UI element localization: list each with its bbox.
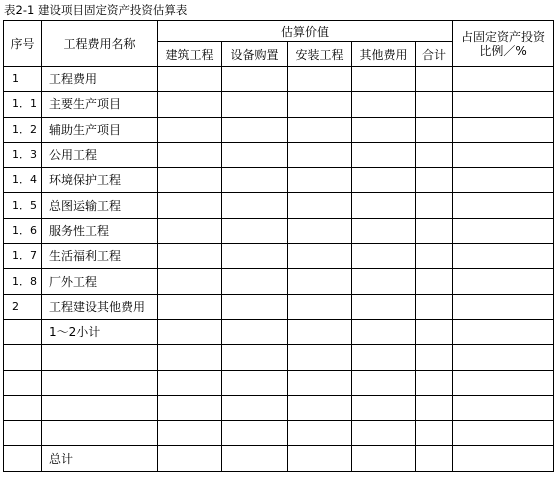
- value-cell: [222, 421, 288, 446]
- value-cell: [416, 193, 453, 218]
- row-number: 1．5: [4, 193, 42, 218]
- row-number: 1．6: [4, 218, 42, 243]
- value-cell: [352, 446, 416, 471]
- value-cell: [288, 193, 352, 218]
- row-name: [42, 370, 158, 395]
- value-cell: [416, 67, 453, 92]
- row-name: 环境保护工程: [42, 168, 158, 193]
- value-cell: [453, 319, 554, 344]
- value-cell: [288, 395, 352, 420]
- value-cell: [453, 193, 554, 218]
- header-other-costs: 其他费用: [352, 42, 416, 67]
- row-name: 辅助生产项目: [42, 117, 158, 142]
- row-number: [4, 345, 42, 370]
- value-cell: [158, 117, 222, 142]
- row-number: 1．7: [4, 244, 42, 269]
- value-cell: [352, 218, 416, 243]
- value-cell: [158, 269, 222, 294]
- value-cell: [453, 117, 554, 142]
- header-name: 工程费用名称: [42, 21, 158, 67]
- row-name: 公用工程: [42, 142, 158, 167]
- value-cell: [352, 92, 416, 117]
- value-cell: [158, 345, 222, 370]
- header-construction: 建筑工程: [158, 42, 222, 67]
- value-cell: [352, 269, 416, 294]
- value-cell: [416, 370, 453, 395]
- table-row: [4, 142, 554, 167]
- value-cell: [158, 421, 222, 446]
- value-cell: [222, 345, 288, 370]
- value-cell: [352, 294, 416, 319]
- value-cell: [158, 142, 222, 167]
- value-cell: [288, 67, 352, 92]
- value-cell: [453, 345, 554, 370]
- value-cell: [416, 294, 453, 319]
- row-number: [4, 319, 42, 344]
- value-cell: [288, 92, 352, 117]
- value-cell: [288, 269, 352, 294]
- table-row: [4, 421, 554, 446]
- value-cell: [453, 421, 554, 446]
- table-row: [4, 294, 554, 319]
- value-cell: [453, 168, 554, 193]
- value-cell: [352, 142, 416, 167]
- header-seq: 序号: [4, 21, 42, 67]
- value-cell: [288, 345, 352, 370]
- value-cell: [352, 168, 416, 193]
- value-cell: [416, 446, 453, 471]
- value-cell: [158, 370, 222, 395]
- value-cell: [158, 244, 222, 269]
- value-cell: [352, 370, 416, 395]
- header-ratio: 占固定资产投资比例／%: [453, 21, 554, 67]
- value-cell: [416, 319, 453, 344]
- value-cell: [222, 370, 288, 395]
- row-number: 1．2: [4, 117, 42, 142]
- row-name: [42, 395, 158, 420]
- value-cell: [158, 67, 222, 92]
- value-cell: [416, 244, 453, 269]
- value-cell: [288, 117, 352, 142]
- value-cell: [352, 319, 416, 344]
- table-row: [4, 319, 554, 344]
- value-cell: [352, 395, 416, 420]
- value-cell: [453, 92, 554, 117]
- value-cell: [222, 117, 288, 142]
- value-cell: [416, 168, 453, 193]
- value-cell: [288, 421, 352, 446]
- value-cell: [453, 446, 554, 471]
- table-row: [4, 218, 554, 243]
- table-row: [4, 370, 554, 395]
- value-cell: [222, 269, 288, 294]
- header-total: 合计: [416, 42, 453, 67]
- row-number: [4, 395, 42, 420]
- value-cell: [222, 67, 288, 92]
- value-cell: [158, 218, 222, 243]
- header-equipment: 设备购置: [222, 42, 288, 67]
- value-cell: [453, 142, 554, 167]
- row-name: 总计: [42, 446, 158, 471]
- value-cell: [416, 345, 453, 370]
- value-cell: [288, 244, 352, 269]
- value-cell: [222, 294, 288, 319]
- value-cell: [158, 92, 222, 117]
- row-number: [4, 370, 42, 395]
- value-cell: [288, 218, 352, 243]
- row-name: 工程建设其他费用: [42, 294, 158, 319]
- value-cell: [416, 421, 453, 446]
- row-name: 工程费用: [42, 67, 158, 92]
- value-cell: [158, 319, 222, 344]
- row-number: 2: [4, 294, 42, 319]
- value-cell: [222, 395, 288, 420]
- value-cell: [352, 345, 416, 370]
- row-name: 主要生产项目: [42, 92, 158, 117]
- value-cell: [288, 168, 352, 193]
- value-cell: [352, 244, 416, 269]
- row-name: [42, 345, 158, 370]
- value-cell: [288, 446, 352, 471]
- value-cell: [288, 294, 352, 319]
- value-cell: [158, 446, 222, 471]
- row-name: 厂外工程: [42, 269, 158, 294]
- table-row: [4, 244, 554, 269]
- value-cell: [416, 142, 453, 167]
- value-cell: [453, 269, 554, 294]
- value-cell: [222, 168, 288, 193]
- value-cell: [222, 446, 288, 471]
- investment-estimate-table: [3, 20, 554, 472]
- table-row: [4, 269, 554, 294]
- table-row: [4, 446, 554, 471]
- table-row: [4, 395, 554, 420]
- value-cell: [416, 395, 453, 420]
- value-cell: [352, 67, 416, 92]
- table-row: [4, 117, 554, 142]
- row-number: 1．8: [4, 269, 42, 294]
- value-cell: [288, 319, 352, 344]
- row-number: 1．3: [4, 142, 42, 167]
- value-cell: [222, 244, 288, 269]
- row-name: 服务性工程: [42, 218, 158, 243]
- value-cell: [222, 193, 288, 218]
- value-cell: [222, 92, 288, 117]
- value-cell: [416, 269, 453, 294]
- row-number: 1．4: [4, 168, 42, 193]
- value-cell: [352, 193, 416, 218]
- value-cell: [222, 218, 288, 243]
- table-row: [4, 168, 554, 193]
- value-cell: [222, 319, 288, 344]
- table-row: [4, 193, 554, 218]
- value-cell: [416, 117, 453, 142]
- row-number: [4, 421, 42, 446]
- row-number: [4, 446, 42, 471]
- value-cell: [158, 168, 222, 193]
- value-cell: [416, 218, 453, 243]
- table-row: [4, 345, 554, 370]
- value-cell: [288, 142, 352, 167]
- row-name: [42, 421, 158, 446]
- value-cell: [352, 421, 416, 446]
- value-cell: [453, 395, 554, 420]
- value-cell: [453, 244, 554, 269]
- value-cell: [453, 67, 554, 92]
- value-cell: [158, 193, 222, 218]
- row-name: 生活福利工程: [42, 244, 158, 269]
- value-cell: [158, 395, 222, 420]
- value-cell: [288, 370, 352, 395]
- table-row: [4, 92, 554, 117]
- row-name: 1～2小计: [42, 319, 158, 344]
- row-number: 1: [4, 67, 42, 92]
- value-cell: [453, 294, 554, 319]
- value-cell: [416, 92, 453, 117]
- value-cell: [453, 370, 554, 395]
- row-number: 1．1: [4, 92, 42, 117]
- value-cell: [453, 218, 554, 243]
- table-caption: 表2-1 建设项目固定资产投资估算表: [4, 3, 188, 17]
- value-cell: [158, 294, 222, 319]
- header-estimate-group: 估算价值: [158, 21, 453, 42]
- row-name: 总图运输工程: [42, 193, 158, 218]
- value-cell: [352, 117, 416, 142]
- header-installation: 安装工程: [288, 42, 352, 67]
- value-cell: [222, 142, 288, 167]
- table-row: [4, 67, 554, 92]
